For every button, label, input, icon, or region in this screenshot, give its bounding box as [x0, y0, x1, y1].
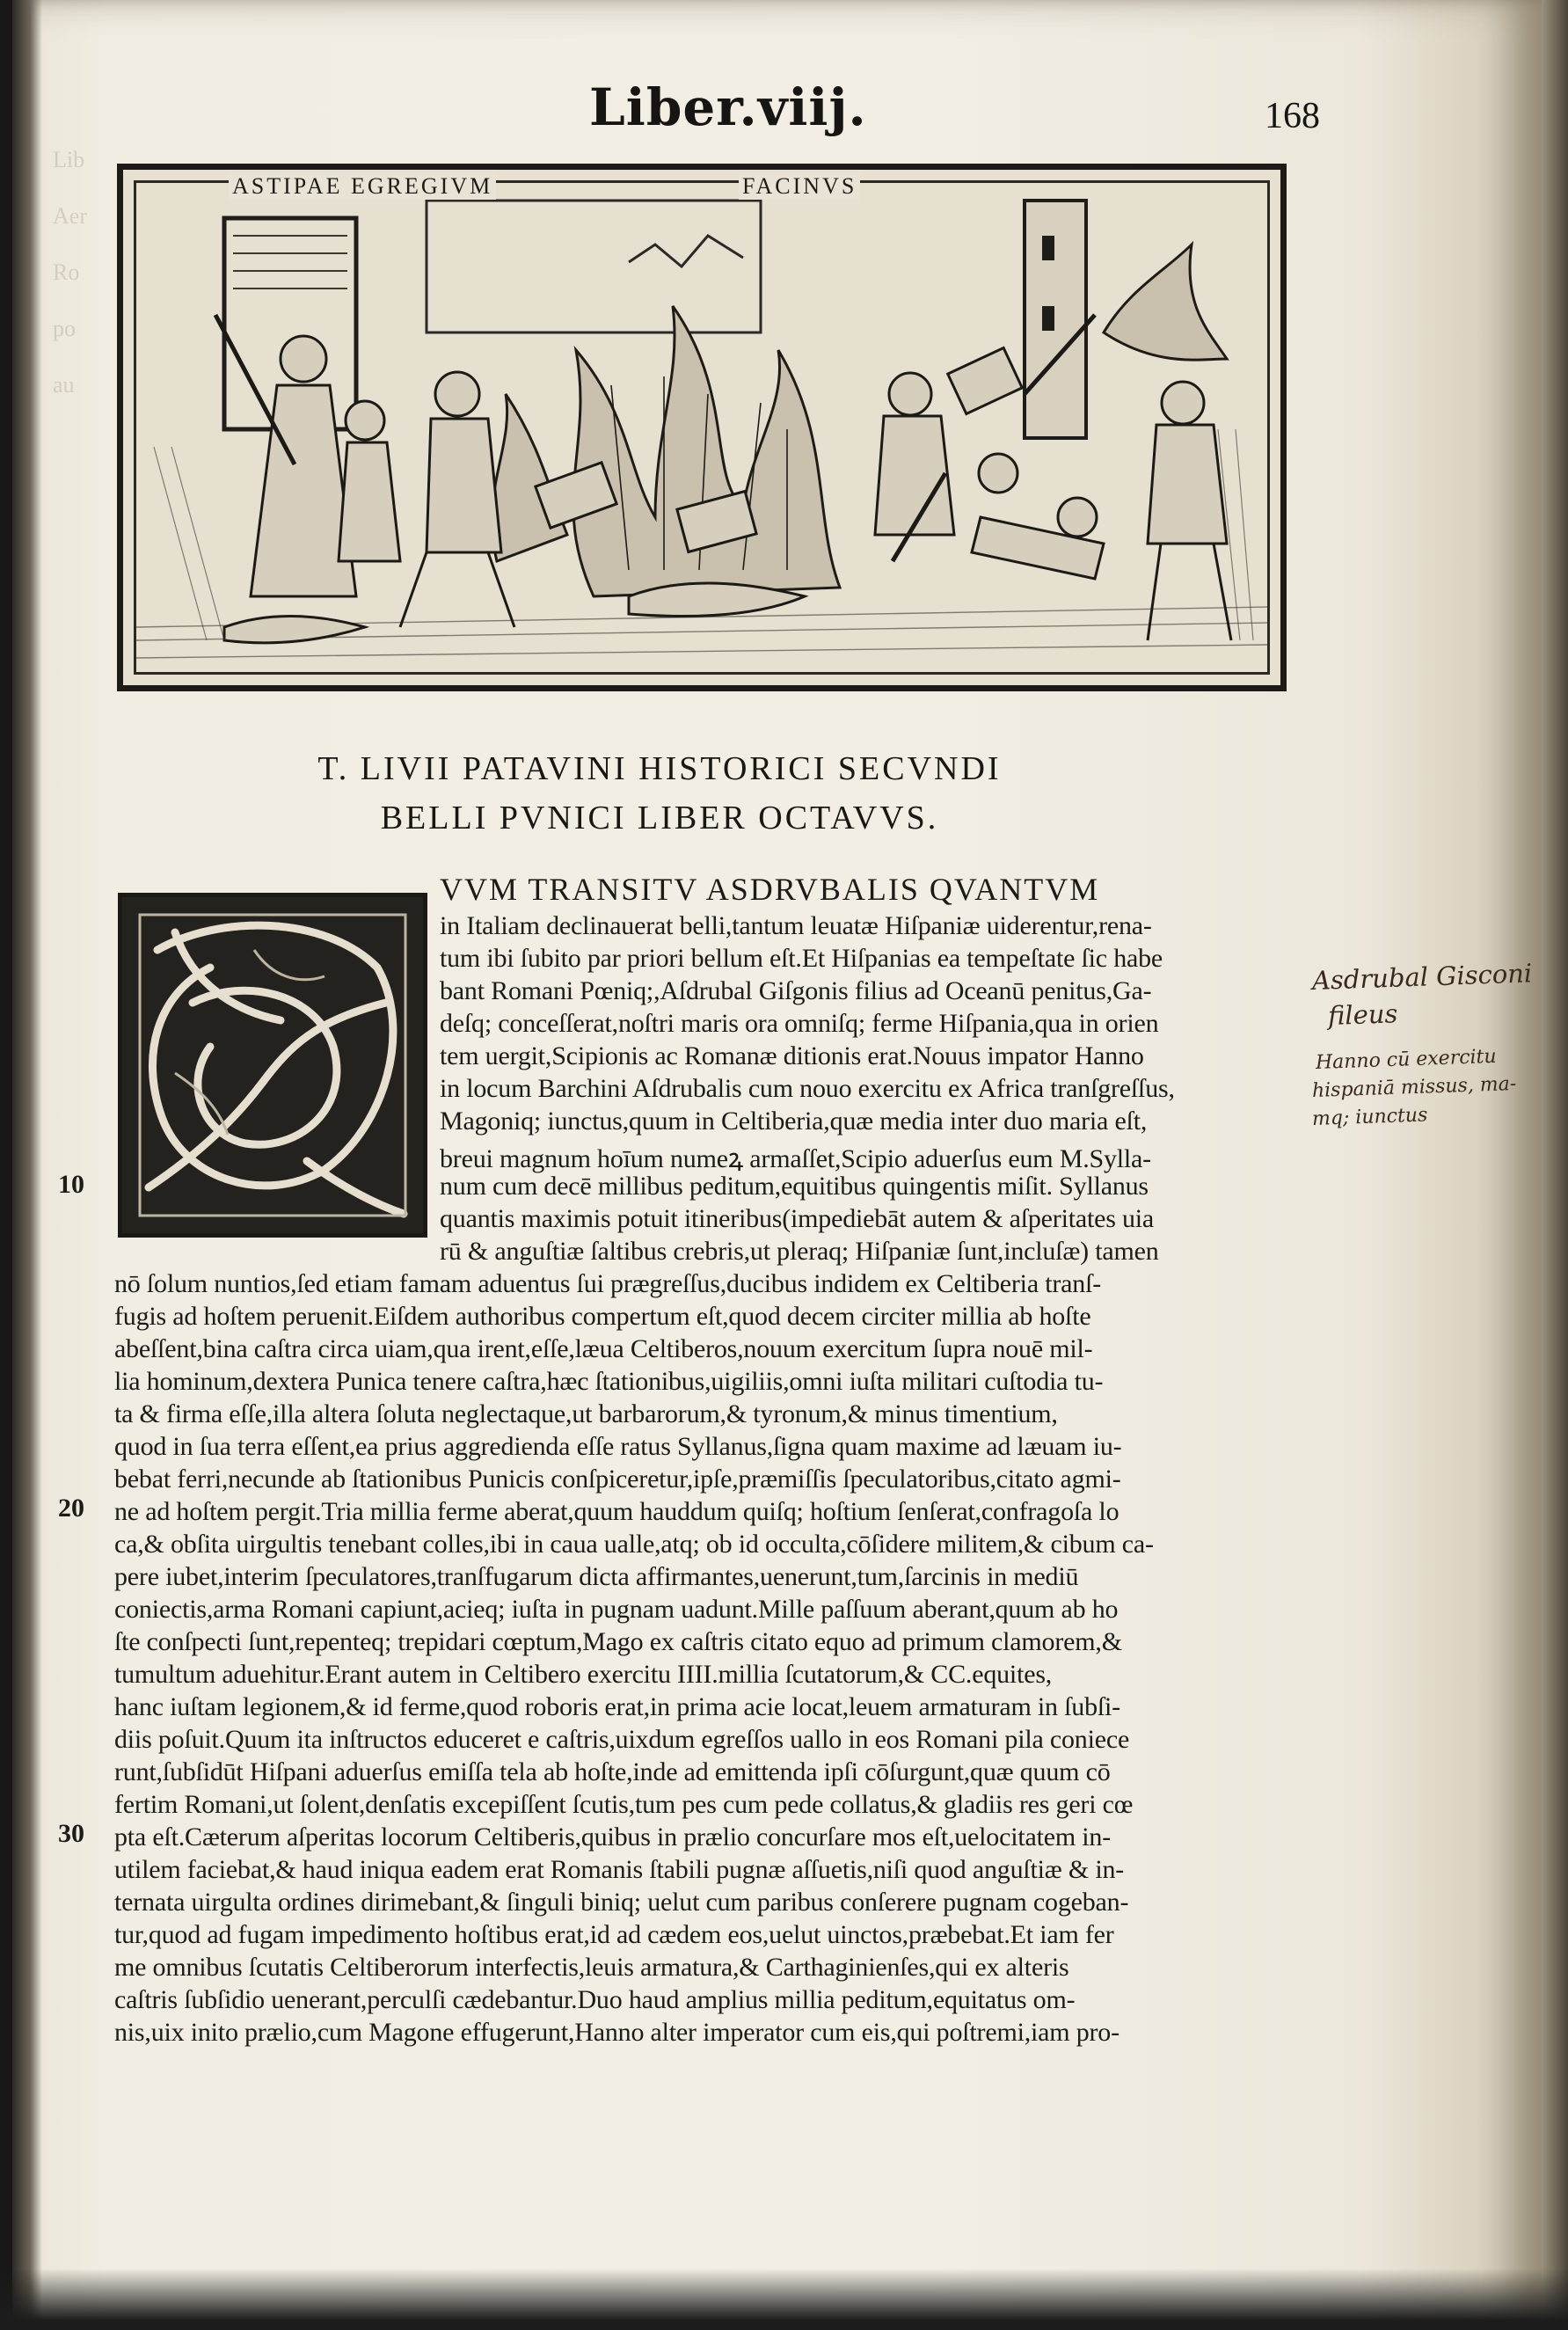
text-line: bant Romani Pœniq;,Aſdrubal Giſgonis filius ad Oceanū penitus,Ga- [440, 976, 1152, 1005]
text-line: rū & anguſtiæ ſaltibus crebris,ut pleraq; Hiſpaniæ ſunt,incluſæ) tamen [440, 1237, 1159, 1266]
text-line: tur,quod ad fugam impedimento hoſtibus erat,id ad cædem eos,uelut uinctos,præbebat.Et iam fer [114, 1920, 1114, 1949]
text-line: utilem faciebat,& haud iniqua eadem erat Romanis ſtabili pugnæ aſſuetis,niſi quod anguſtiæ & in- [114, 1855, 1125, 1884]
text-line: ta & firma eſſe,illa altera ſoluta neglectaque,ut barbarorum,& tyronum,& minus timentium, [114, 1399, 1058, 1428]
text-line: coniectis,arma Romani capiunt,acieq; iuſta in pugnam uadunt.Mille paſſuum aberant,quum ab ho [114, 1595, 1119, 1624]
initial-ornament [122, 897, 423, 1233]
page-edge [1542, 0, 1568, 2330]
text-line: lia hominum,dextera Punica tenere caſtra,hæc ſtationibus,uigiliis,omni iuſta militari cuſtodia tu- [114, 1367, 1104, 1396]
marginal-note: fileus [1327, 998, 1398, 1031]
folio-number: 168 [1265, 96, 1320, 136]
text-line: nis,uix inito prælio,cum Magone effugerunt,Hanno alter imperator cum eis,qui poſtremi,iam pro- [114, 2018, 1119, 2047]
text-line: ternata uirgulta ordines dirimebant,& ſinguli biniq; uelut cum paribus conſerere pugnam cogeban- [114, 1888, 1129, 1917]
book-title-line-1: T. LIVII PATAVINI HISTORICI SECVNDI [317, 750, 1002, 787]
woodcut-frame [134, 180, 1270, 675]
marginal-note: mq; iunctus [1311, 1104, 1428, 1130]
text-line: breui magnum hoīum numeꝝ armaſſet,Scipio aduerſus eum M.Sylla- [440, 1144, 1151, 1173]
woodcut-illustration [117, 164, 1287, 691]
marginal-note: Hanno cū exercitu [1315, 1045, 1498, 1074]
woodcut-scene [136, 183, 1268, 673]
marginal-note: hispaniā missus, ma- [1311, 1072, 1517, 1102]
text-line: in Italiam declinauerat belli,tantum leuatæ Hiſpaniæ uiderentur,rena- [440, 911, 1152, 940]
text-line: hanc iuſtam legionem,& id ferme,quod roboris erat,in prima acie locat,leuem armaturam in ſubſi- [114, 1692, 1120, 1721]
text-line: fertim Romani,ut ſolent,denſatis excepiſſent ſcutis,tum pes cum pede collatus,& gladiis res geri cœ [114, 1790, 1134, 1819]
woodcut-caption-left: ASTIPAE EGREGIVM [229, 173, 496, 200]
text-line: in locum Barchini Aſdrubalis cum nouo exercitu ex Africa tranſgreſſus, [440, 1074, 1175, 1103]
text-line: quantis maximis potuit itineribus(impediebāt autem & aſperitates uia [440, 1204, 1155, 1233]
text-line: tum ibi ſubito par priori bellum eſt.Et Hiſpanias ea tempeſtate ſic habe [440, 944, 1163, 973]
text-line: tumultum aduehitur.Erant autem in Celtibero exercitu IIII.millia ſcutatorum,& CC.equites, [114, 1660, 1053, 1689]
text-line: tem uergit,Scipionis ac Romanæ ditionis erat.Nouus impator Hanno [440, 1041, 1144, 1070]
woodcut-caption-right: FACINVS [739, 173, 860, 200]
decorated-initial-q [118, 893, 427, 1238]
text-line: diis poſuit.Quum ita inſtructos educeret e caſtris,uixdum egreſſos uallo in eos Romani pila coniece [114, 1725, 1130, 1754]
text-line: deſq; conceſſerat,noſtri maris ora omniſq; ferme Hiſpania,qua in orien [440, 1009, 1159, 1038]
text-line: num cum decē millibus peditum,equitibus quingentis miſit. Syllanus [440, 1172, 1149, 1201]
line-number-20: 20 [58, 1494, 84, 1523]
line-number-30: 30 [58, 1819, 84, 1848]
scan-bottom-shadow [0, 2268, 1568, 2330]
text-line: pta eſt.Cæterum aſperitas locorum Celtiberis,quibus in prælio concurſare mos eſt,uelocitatem in- [114, 1822, 1112, 1852]
text-line: me omnibus ſcutatis Celtiberorum interfectis,leuis armatura,& Carthaginienſes,qui ex alteris [114, 1953, 1069, 1982]
text-line: runt,ſubſidūt Hiſpani aduerſus emiſſa tela ab hoſte,inde ad emittenda ipſi cōſurgunt,quæ quum cō [114, 1757, 1111, 1786]
book-gutter [12, 0, 42, 2330]
marginal-note: Asdrubal Gisconi [1311, 958, 1533, 996]
text-line: nō ſolum nuntios,ſed etiam famam aduentus ſui prægreſſus,ducibus indidem ex Celtiberia tranſ- [114, 1269, 1102, 1298]
text-line: VVM TRANSITV ASDRVBALIS QVANTVM [440, 872, 1100, 907]
text-line: ca,& obſita uirgultis tenebant colles,ibi in caua ualle,atq; ob id occulta,cōſidere militem,& cibum ca- [114, 1530, 1154, 1559]
text-line: ne ad hoſtem pergit.Tria millia ferme aberat,quum hauddum quiſq; hoſtium ſenſerat,confragoſa lo [114, 1497, 1119, 1526]
text-line: abeſſent,bina caſtra circa uiam,qua irent,eſſe,læua Celtiberos,nouum exercitum ſupra nouē mil- [114, 1334, 1093, 1363]
text-line: pere iubet,interim ſpeculatores,tranſfugarum dicta affirmantes,uenerunt,tum,ſarcinis in mediū [114, 1562, 1079, 1591]
text-line: quod in ſua terra eſſent,ea prius aggredienda eſſe ratus Syllanus,ſigna quam maxime ad læuam iu- [114, 1432, 1122, 1461]
line-number-10: 10 [58, 1170, 84, 1199]
text-line: ſte conſpecti ſunt,repenteq; trepidari cœptum,Mago ex caſtris citato equo ad primum clamorem,& [114, 1627, 1122, 1656]
book-title-line-2: BELLI PVNICI LIBER OCTAVVS. [380, 800, 939, 836]
text-line: Magoniq; iunctus,quum in Celtiberia,quæ media inter duo maria eſt, [440, 1107, 1148, 1136]
running-head: Liber.viij. [589, 77, 867, 137]
text-line: fugis ad hoſtem peruenit.Eiſdem authoribus compertum eſt,quod decem circiter millia ab hoſte [114, 1302, 1091, 1331]
show-through-text: Lib Aer Ro po au [53, 147, 87, 398]
text-line: bebat ferri,necunde ab ſtationibus Punicis conſpiceretur,ipſe,præmiſſis ſpeculatoribus,citato agmi- [114, 1464, 1121, 1494]
text-line: caſtris ſubſidio uenerant,perculſi cædebantur.Duo haud amplius millia peditum,equitatus om- [114, 1985, 1076, 2014]
